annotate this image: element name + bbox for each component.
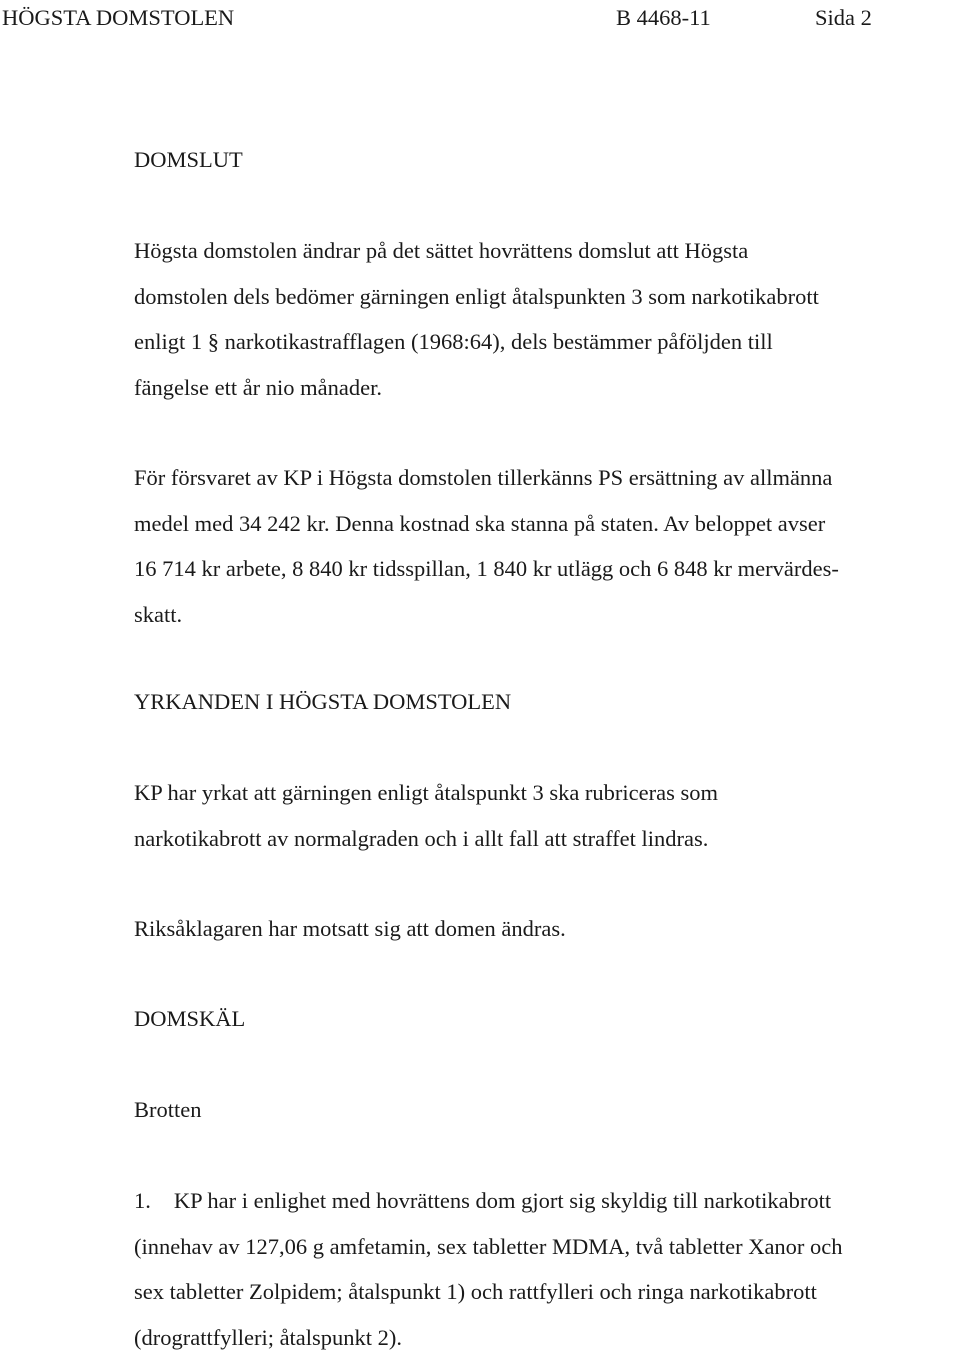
riksaklagaren-paragraph: Riksåklagaren har motsatt sig att domen ändras. — [134, 906, 960, 952]
costs-line: skatt. — [134, 592, 960, 638]
item-1-line: sex tabletter Zolpidem; åtalspunkt 1) och rattfylleri och ringa narkotikabrott — [134, 1269, 960, 1315]
item-1-first-line — [134, 1178, 960, 1224]
item-1-line: KP har i enlighet med hovrättens dom gjort sig skyldig till narkotikabrott — [174, 1188, 831, 1213]
costs-line: medel med 34 242 kr. Denna kostnad ska stanna på staten. Av beloppet avser — [134, 501, 960, 547]
domslut-line: enligt 1 § narkotikastrafflagen (1968:64), dels bestämmer påföljden till — [134, 319, 960, 365]
costs-line: För försvaret av KP i Högsta domstolen tillerkänns PS ersättning av allmänna — [134, 455, 960, 501]
item-1-number: 1. — [134, 1188, 151, 1213]
domslut-line: domstolen dels bedömer gärningen enligt åtalspunkten 3 som narkotikabrott — [134, 274, 960, 320]
header-court-name: HÖGSTA DOMSTOLEN — [2, 4, 234, 32]
header-page-number: Sida 2 — [815, 4, 872, 32]
domslut-line: fängelse ett år nio månader. — [134, 365, 960, 411]
yrkanden-line: KP har yrkat att gärningen enligt åtalspunkt 3 ska rubriceras som — [134, 770, 960, 816]
domskal-heading: DOMSKÄL — [134, 996, 960, 1042]
yrkanden-paragraph — [134, 770, 960, 861]
costs-line: 16 714 kr arbete, 8 840 kr tidsspillan, 1 840 kr utlägg och 6 848 kr mervärdes- — [134, 546, 960, 592]
costs-paragraph — [134, 455, 960, 637]
item-1-line: (drograttfylleri; åtalspunkt 2). — [134, 1315, 960, 1360]
domslut-heading: DOMSLUT — [134, 137, 960, 183]
header-case-number: B 4468-11 — [616, 4, 711, 32]
item-1-line: (innehav av 127,06 g amfetamin, sex tabletter MDMA, två tabletter Xanor och — [134, 1224, 960, 1270]
domslut-paragraph — [134, 228, 960, 410]
yrkanden-line: narkotikabrott av normalgraden och i allt fall att straffet lindras. — [134, 816, 960, 862]
yrkanden-heading: YRKANDEN I HÖGSTA DOMSTOLEN — [134, 679, 960, 725]
item-1-paragraph — [134, 1178, 960, 1360]
domslut-line: Högsta domstolen ändrar på det sättet hovrättens domslut att Högsta — [134, 228, 960, 274]
brotten-heading: Brotten — [134, 1087, 960, 1133]
